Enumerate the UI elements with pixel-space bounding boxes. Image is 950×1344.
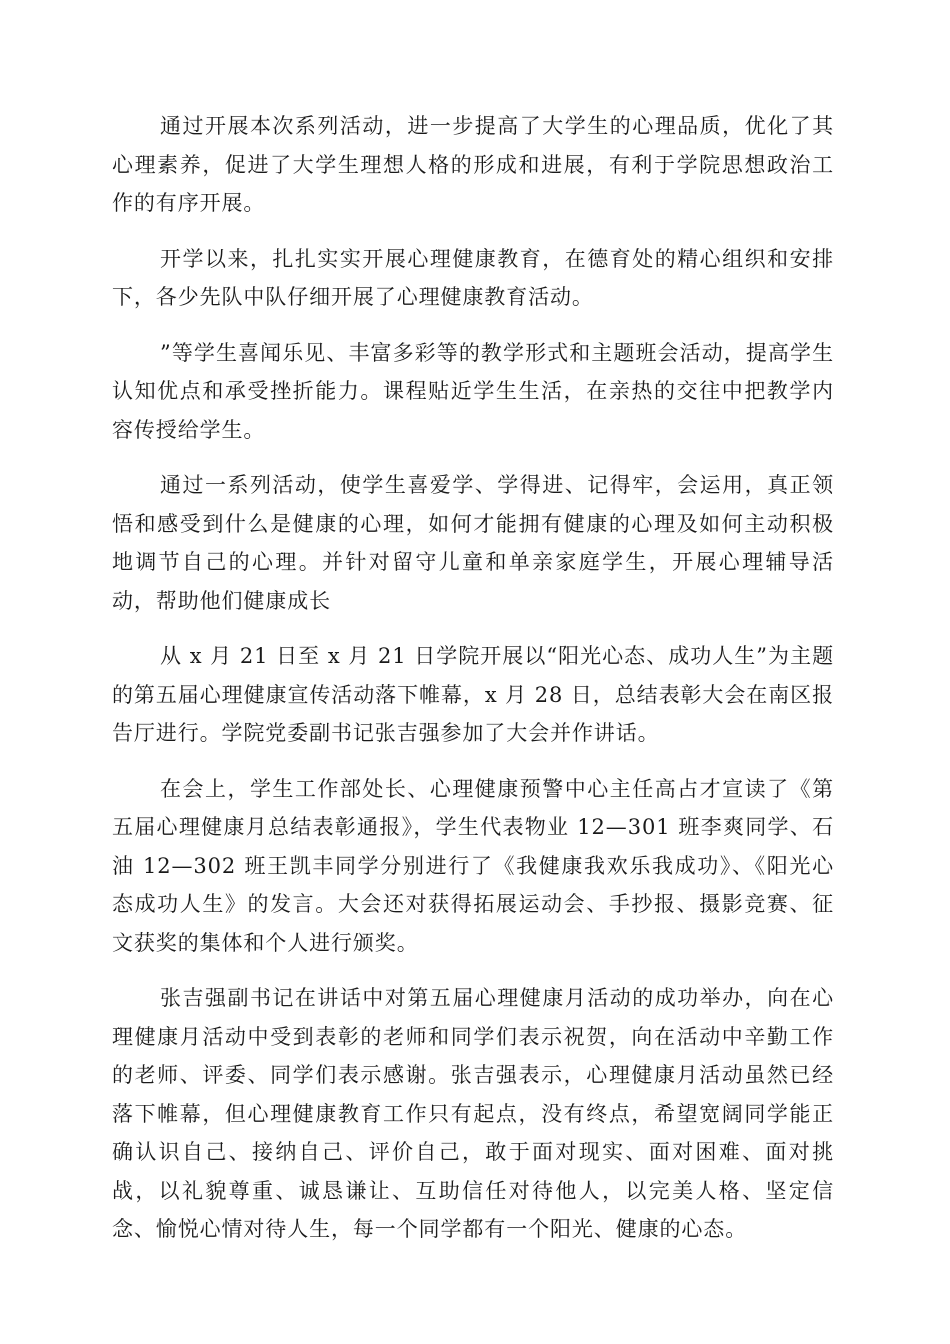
paragraph-4: 通过一系列活动，使学生喜爱学、学得进、记得牢，会运用，真正领悟和感受到什么是健康的心理，如何才能拥有健康的心理及如何主动积极地调节自己的心理。并针对留守儿童和单亲家庭学生，开展心理辅导活动，帮助他们健康成长 [112, 473, 834, 613]
paragraph-2: 开学以来，扎扎实实开展心理健康教育，在德育处的精心组织和安排下，各少先队中队仔细开展了心理健康教育活动。 [112, 246, 834, 309]
paragraph-6: 在会上，学生工作部处长、心理健康预警中心主任高占才宣读了《第五届心理健康月总结表彰通报》，学生代表物业 12—301 班李爽同学、石油 12—302 班王凯丰同学分别进行了《我健康我欢乐我成功》、《阳光心态成功人生》的发言。大会还对获得拓展运动会、手抄报、摄影竞赛、征文获奖的集体和个人进行颁奖。 [112, 776, 834, 955]
document-body [112, 107, 834, 1266]
paragraph-5: 从 x 月 21 日至 x 月 21 日学院开展以“阳光心态、成功人生”为主题的第五届心理健康宣传活动落下帷幕，x 月 28 日，总结表彰大会在南区报告厅进行。学院党委副书记张吉强参加了大会并作讲话。 [112, 644, 834, 745]
paragraph-3: ”等学生喜闻乐见、丰富多彩等的教学形式和主题班会活动，提高学生认知优点和承受挫折能力。课程贴近学生生活，在亲热的交往中把教学内容传授给学生。 [112, 340, 834, 442]
paragraph-7: 张吉强副书记在讲话中对第五届心理健康月活动的成功举办，向在心理健康月活动中受到表彰的老师和同学们表示祝贺，向在活动中辛勤工作的老师、评委、同学们表示感谢。张吉强表示，心理健康月活动虽然已经落下帷幕，但心理健康教育工作只有起点，没有终点，希望宽阔同学能正确认识自己、接纳自己、评价自己，敢于面对现实、面对困难、面对挑战，以礼貌尊重、诚恳谦让、互助信任对待他人，以完美人格、坚定信念、愉悦心情对待人生，每一个同学都有一个阳光、健康的心态。 [112, 986, 834, 1241]
paragraph-1: 通过开展本次系列活动，进一步提高了大学生的心理品质，优化了其心理素养，促进了大学生理想人格的形成和进展，有利于学院思想政治工作的有序开展。 [112, 114, 834, 215]
